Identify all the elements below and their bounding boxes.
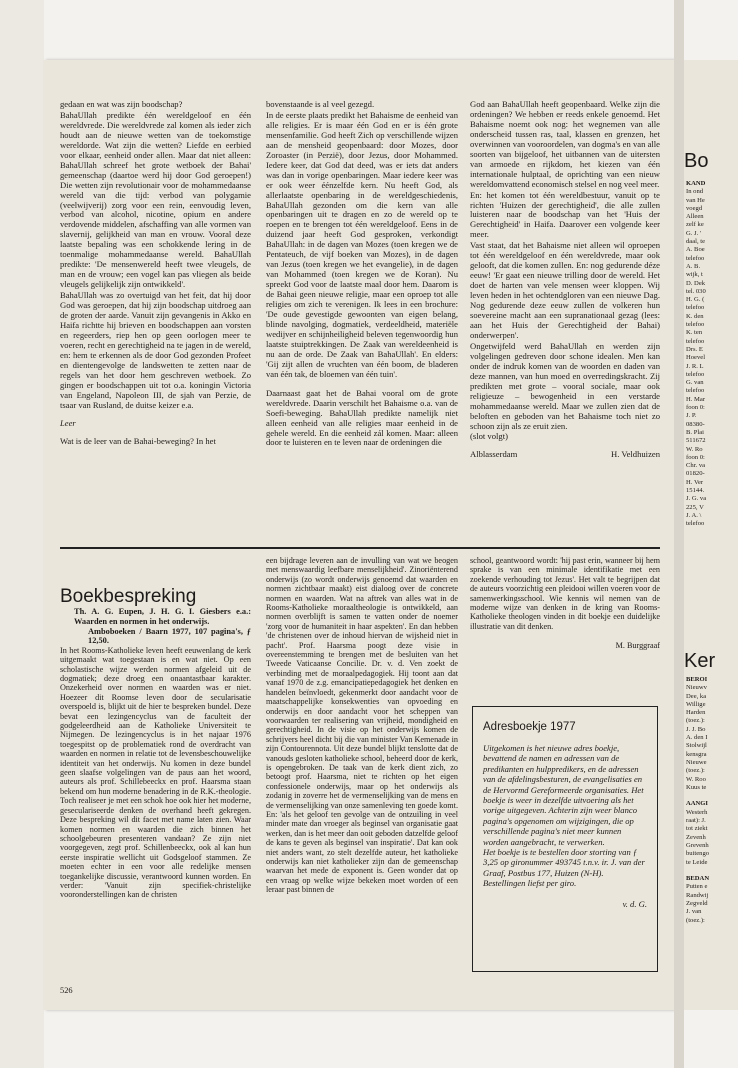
paragraph: een bijdrage leveren aan de invulling van wat we beogen met menswaardig leefbare menselijkheid'. Zinoriënterend onderwijs (zo wordt onderwijs genoemd dat waarden en normen zichtbaar maakt) eist dialoog over de concrete normen en waarden. Wat na aftrek van alles wat in de Rooms-Katholieke moraaltheologie is ontwikkeld, aan normen overblijft is samen te vatten onder de noemer 'zorg voor de humaniteit in haar aspekten'. En dan hebben 'de christenen over de inhoud hiervan de wijsheid niet in pacht'. Prof. Haarsma poogt deze visie in overeenstemming te brengen met de besluiten van het Tweede Vaticaanse Concilie. Dr. v. d. Ven zoekt de verbinding met de moraalpedagogiek. Hij toont aan dat vanaf 1970 de z.g. emancipatiepedagogiek het denken en handelen beïnvloedt, gekenmerkt door aandacht voor de maatschappelijke konsekwenties van opvoeding en onderwijs en door aandacht voor het scheppen van voorwaarden ter realisering van vrijheid, mondigheid en gerechtigheid. In de visie op het onderwijs komen de schrijvers heel dicht bij die van minister Van Kemenade in zijn Contourennota. Uit deze bundel blijkt tenslotte dat de vanouds gesloten katholieke school, beheerd door de kerk, is opengebroken. De taak van de kerk dient zich, zo betoogt prof. Haarsma, niet te richten op het eigen confessionele onderwijs, maar op het onderwijs als zodanig in zoverre het de vermenselijking van de mens en de vermenselijking van onze samenleving ten goede komt. En: 'als het geloof ten gevolge van de ontzuiling in veel minder mate dan vroeger als beginsel van organisatie gaat werken, dan is het meer dan ooit geboden datzelfde geloof de kans te geven als beginsel van inspiratie'. Dat kan ook niet anders want, zo stelt dezelfde auteur, het katholieke onderwijs kan niet katholieker zijn dan de gemeenschap waarvan het mede de exponent is. Geen wonder dat op een vraag op welke wijze bekeken moet worden of een leraar past binnen de xyxy=(266,556,458,895)
section-divider xyxy=(60,547,660,549)
adjacent-line: 225, V xyxy=(686,503,704,511)
adjacent-line: J. P. xyxy=(686,412,697,420)
review-column-1 xyxy=(60,556,251,901)
adjacent-line: W. Ro xyxy=(686,445,703,453)
adjacent-line: A. den I xyxy=(686,734,708,742)
left-margin xyxy=(0,0,44,1068)
adjacent-line: foon 0: xyxy=(686,453,705,461)
adjacent-line: Willige xyxy=(686,700,706,708)
box-title: Adresboekje 1977 xyxy=(483,721,576,733)
adjacent-line: Dee, ka xyxy=(686,692,707,700)
adjacent-line: telefoo xyxy=(686,254,705,262)
adjacent-text-top xyxy=(686,180,706,528)
adjacent-line: raat): J. xyxy=(686,817,706,825)
adjacent-line: AANGI xyxy=(686,800,708,808)
adjacent-line: (toez.): xyxy=(686,767,705,775)
adjacent-line: wijk, t xyxy=(686,271,703,279)
adjacent-line: KAND xyxy=(686,180,706,187)
article-column-3 xyxy=(470,100,660,460)
adjacent-line: A. B. xyxy=(686,262,701,270)
adjacent-line: J. R. L xyxy=(686,362,704,370)
adjacent-line: Zevenh xyxy=(686,833,706,841)
adjacent-line: Alleen xyxy=(686,213,704,221)
adjacent-line: buitengo xyxy=(686,850,710,858)
adjacent-line: telefoo xyxy=(686,370,705,378)
adjacent-line: Grevenh xyxy=(686,841,709,849)
paragraph: God aan BahaUllah heeft geopenbaard. Welke zijn die ordeningen? We hebben er reeds enkele genoemd. Het Bahaisme noemt ook nog: het wegnemen van alle onderscheid tussen ras, taal, klassen en grenzen, het overwinnen van vooroordelen, van dogma's en van alle soorten van bijgeloof, het uitbannen van de uitersten van armoede en rijkdom, het kiezen van één internationale hulptaal, de oprichting van een nieuw wereldomvattend economisch stelsel en nog veel meer. xyxy=(470,99,660,189)
paragraph: Daarnaast gaat het de Bahai vooral om de grote wereldvrede. Daarin verschilt het Bahaisme o.a. van de Soefi-beweging. BahaUllah predikte namelijk niet alleen eenheid van alle religies maar eenheid in de gehele wereld. En die eenheid zál komen. Maar: alleen door te luisteren en te leven naar de ordeningen die xyxy=(266,387,458,448)
adjacent-line: kensgra xyxy=(686,750,707,758)
review-column-2 xyxy=(266,556,458,896)
magazine-page xyxy=(44,60,674,1010)
paragraph: En: het komen tot één wereldbestuur, vanuit op te richten 'Huizen der gerechtigheid', die alle zullen luisteren naar de boodschap van het 'Huis der Gerechtigheid' in Haifa. Daarover een volgende keer meer. xyxy=(470,189,660,240)
adjacent-line: Putten e xyxy=(686,883,708,891)
signature-place: Alblasserdam xyxy=(470,449,518,460)
signature-name: H. Veldhuizen xyxy=(610,449,660,460)
adjacent-line: BEROI xyxy=(686,676,708,683)
paragraph: gedaan en wat was zijn boodschap? xyxy=(60,99,183,109)
article-signature xyxy=(470,450,660,460)
paragraph: Wat is de leer van de Bahai-beweging? In het xyxy=(60,435,216,446)
paragraph: (slot volgt) xyxy=(470,431,508,442)
adjacent-line: telefoo xyxy=(686,337,705,345)
adjacent-line: Nieuwv xyxy=(686,684,707,692)
adjacent-line: D. Dek xyxy=(686,279,706,287)
adjacent-line: (toez.): xyxy=(686,916,705,924)
announcement-box xyxy=(472,706,658,972)
adjacent-line: A. Boe xyxy=(686,246,705,254)
paragraph: In de eerste plaats predikt het Bahaisme de eenheid van alle religies. Er is maar één God en er is één grote mensenfamilie. God heeft Zich op verschillende wijzen aan de mensheid geopenbaard: door Mozes, door Zoroaster (in Perzië), door Jezus, door Mohammed. Iedere keer, dat God dat deed, was er iets dat anders was dan in vorige openbaringen. Maar iedere keer was er ook weer éénzelfde kern. Nu heeft God, als allerlaatste openbaring in de wereldgeschiedenis, BahaUllah gezonden om die kern van alle openbaringen uit te dragen en zo de wereld op te roepen en te brengen tot één wereldgeloof. Eens in de duizend jaar heeft God gesproken, verkondigt BahaUllah: in de dagen van Mozes (toen kregen we de Pentateuch, de vijf boeken van Mozes), in de dagen van Jezus (toen kregen we het evangelie), in de dagen van Mohammed (toen kregen we de Koran). Nu spreekt God voor de laatste maal door hem. Daarom is de Bahai geen nieuwe religie, maar een oproep tot alle religies om zich te verenigen. Ik lees in een brochure: 'De oude gevestigde gewoonten van eigen belang, blinde navolging, dogmatiek, verdeeldheid, materiële wedijver en schijnheiligheid beleven tegenwoordig hun laatste stuiptrekkingen. De Zaak van wereldeenheid is nu aan de orde. De Zaak van BahaUllah'. En elders: 'Gij zijt allen de vruchten van één boom, de bladeren van één tak, de bloemen van één tuin'. xyxy=(266,109,458,379)
adjacent-line: J. J. Bo xyxy=(686,725,706,733)
adjacent-line: K. den xyxy=(686,312,704,320)
adjacent-line: Kuus te xyxy=(686,783,707,791)
paragraph: Vast staat, dat het Bahaisme niet alleen wil oproepen tot één wereldgeloof en één wereldvrede, maar ook gelooft, dat die komen zullen. En: nog gedurende déze eeuw! 'Er gaat een nieuwe trilling door de wereld. Het doet de harten van vele mensen weer kloppen. Wij leven heden in het ochtendgloren van een nieuwe Dag. Nog gedurende deze eeuw zullen de volkeren hun soevereine macht aan een supranationaal gezag (lees: aan het Huis der Gerechtigheid der Bahai) onderwerpen'. xyxy=(470,240,660,340)
adjacent-line: B. Plai xyxy=(686,428,704,436)
page-gutter xyxy=(674,0,684,1068)
adjacent-line: tel. 030 xyxy=(686,287,706,295)
article-column-2 xyxy=(266,100,458,449)
review-bibliography xyxy=(60,607,251,645)
adjacent-line: W. Roo xyxy=(686,775,706,783)
adjacent-heading-bottom: Ker xyxy=(684,650,716,672)
adjacent-line xyxy=(686,792,709,800)
adjacent-line: van He xyxy=(686,196,705,204)
adjacent-line: te Leide xyxy=(686,858,708,866)
review-publisher: Amboboeken / Baarn 1977, 107 pagina's, ƒ 12,50. xyxy=(88,626,251,646)
paragraph: Bestellingen liefst per giro. xyxy=(483,878,577,889)
adjacent-line: Nieuwe xyxy=(686,758,707,766)
adjacent-line: voegd xyxy=(686,204,703,212)
adjacent-line: BEDAN xyxy=(686,875,710,883)
paragraph: school, geantwoord wordt: 'hij past erin, wanneer bij hem sprake is van een minimale identifikatie met een zoekende verhouding tot Jezus'. Het valt te begrijpen dat de auteurs voorzichtig een pleidooi willen voeren voor de samenwerkingsschool. Wie kennis wil nemen van de moderne wijze van denken in de kring van Rooms-Katholieke theologen vinden in dit boekje een duidelijke illustratie van dit denken. xyxy=(470,556,660,631)
adjacent-line: K. ten xyxy=(686,329,703,337)
review-column-3 xyxy=(470,556,660,652)
adjacent-line: telefoo xyxy=(686,304,705,312)
adjacent-page xyxy=(684,60,738,1010)
adjacent-line: telefoo xyxy=(686,520,705,528)
page-number: 526 xyxy=(60,986,73,995)
adjacent-line: 08380- xyxy=(686,420,705,428)
adjacent-line: J. van xyxy=(686,908,702,916)
adjacent-line: tot ziekt xyxy=(686,825,708,833)
adjacent-line: Randwij xyxy=(686,891,709,899)
adjacent-line: H. G. ( xyxy=(686,296,705,304)
paragraph: Uitgekomen is het nieuwe adres boekje, bevattend de namen en adressen van de predikanten en hulppredikers, en de adressen van de afdelingsbesturen, de evangelisaties en de Hervormd Gereformeerde organisaties. Het boekje is weer in dezelfde uitvoering als het vorige uitgegeven. Achterin zijn weer blanco pagina's opgenomen om wijzigingen, die op verschillende pagina's niet meer kunnen worden aangebracht, te verwerken. xyxy=(483,743,644,847)
adjacent-line: telefoo xyxy=(686,387,705,395)
adjacent-line: 511672 xyxy=(686,437,706,445)
review-authors: Th. A. G. Eupen, J. H. G. I. Giesbers e.a.: Waarden en normen in het onderwijs. xyxy=(74,607,251,626)
article-column-1 xyxy=(60,100,251,447)
adjacent-line: telefoo xyxy=(686,321,705,329)
adjacent-line: 01820- xyxy=(686,470,705,478)
adjacent-line: J. A. \ xyxy=(686,511,702,519)
paragraph: BahaUllah was zo overtuigd van het feit, dat hij door God was geroepen, dat hij zijn boodschap uitdroeg aan de groten der aarde. Vanuit zijn gevangenis in Akko en Haifa richtte hij brieven en boodschappen aan vorsten en regeerders, riep hen op geen oorlogen meer te voeren, recht en gerechtigheid na te jagen in de wereld, en: hem te erkennen als de door God gezonden Profeet en dientengevolge de landswetten te zetten naar de regels van het door hem geschreven wetboek. Zo gingen er boodschappen uit tot o.a. koningin Victoria van Engeland, Napoleon III, de sjah van Perzie, de tsaar van Rusland, de duitse keizer e.a. xyxy=(60,290,251,410)
paragraph: Ongetwijfeld werd BahaUllah en werden zijn volgelingen gedreven door schone idealen. Men kan onder de indruk komen van de woorden en daden van deze mannen, van hun moed en overredingskracht. Zij predikten met grote – vooral sociale, maar ook religieuze – bewogenheid in een verstarde mohammedaanse wereld. Maar we zullen zien dat de beloften en geboden van het Bahaisme toch niet zo schoon zijn als ze eruit zien. xyxy=(470,340,660,431)
adjacent-line: In ond xyxy=(686,188,704,196)
adjacent-line: Westerh xyxy=(686,808,708,816)
adjacent-line: H. Ver xyxy=(686,478,704,486)
adjacent-line: Chr. va xyxy=(686,462,706,470)
adjacent-line: G. J. ' xyxy=(686,229,702,237)
adjacent-line: zelf ke xyxy=(686,221,704,229)
adjacent-line: G. van xyxy=(686,379,704,387)
box-signature: v. d. G. xyxy=(622,898,647,909)
review-heading: Boekbespreking xyxy=(60,586,197,607)
adjacent-line: daal, te xyxy=(686,238,706,246)
adjacent-line: Stolwijl xyxy=(686,742,707,750)
paragraph: In het Rooms-Katholieke leven heeft eeuwenlang de kerk uitgemaakt wat toegestaan is en wat niet. Op een scholastische wijze werden normen afgeleid uit de dogmatiek; deze droeg een onaantastbaar karakter. Onzekerheid over normen en waarden was er niet. Hoezeer dit Roomse leven door de secularisatie overspoeld is, blijkt uit de hier te bespreken bundel. Deze bevat een lezingencyclus van de faculteit der godgeleerdheid aan de Katholieke Universiteit te Nijmegen. De lezingencyclus is in het najaar 1976 toegespitst op de problematiek rond de overdracht van waarden en normen in relatie tot de levensbeschouwelijke identiteit van het onderwijs. Nu komen in deze bundel geen slaafse volgelingen van de paus aan het woord, auteurs als prof. Schillebeeckx en prof. Haarsma staan bekend om hun moderne benadering in de R.K.-theologie. Toch realiseer je met een schok hoe ook hier het moderne, geseculariseerde denken de overhand heeft gekregen. Deze bespreking wil dit facet met name laten zien. Waar komen normen en waarden die zich binnen het schoolgebeuren presenteren vandaan? Ze zijn niet voorgegeven, zegt prof. Schillenbeeckx, ook al kan hun eerste inspiratie wellicht uit Godsgeloof stammen. Ze moeten echter in een voor alle redelijke mensen toegankelijke discussie, verantwoord kunnen worden. En verder: 'Vanuit zijn specifiek-christelijke vooronderstellingen kan de christen xyxy=(60,645,251,900)
adjacent-line: Zegveld xyxy=(686,900,708,908)
adjacent-line: (toez.): xyxy=(686,717,705,725)
adjacent-text-bottom xyxy=(686,676,709,925)
review-signature: M. Burggraaf xyxy=(615,641,660,651)
adjacent-line: Hoevel xyxy=(686,354,706,362)
adjacent-line: H. Mar xyxy=(686,395,706,403)
adjacent-heading-top: Bo xyxy=(684,150,709,172)
paragraph: bovenstaande is al veel gezegd. xyxy=(266,99,375,109)
adjacent-line: Drs. E xyxy=(686,345,703,353)
paragraph: Het boekje is te bestellen door storting van ƒ 3,25 op gironummer 493745 t.n.v. ir. J. van der Graaf, Postbus 177, Huizen (N-H). xyxy=(483,847,645,878)
adjacent-line: J. G. va xyxy=(686,495,707,503)
adjacent-line: foon 0: xyxy=(686,404,705,412)
paragraph: BahaUllah predikte één wereldgeloof en één wereldvrede. Die wereldvrede zal komen als ieder zich houdt aan de nieuwe wetten van de toekomstige wereldorde. Wat zijn die wetten? Liefde en eerbied voor elkaar, eenheid onder allen. Maar dat niet alleen: BahaUllah schreef het grote wetboek der Bahai' gemeenschap (daartoe werd hij door God geroepen!) Die wetten zijn revolutionair voor de mohammedaanse wereld van die tijd: verbod van polygamie (veelwijverij) zorg voor een rein, eenvoudig leven, verbod van alcohol, nicotine, opium en andere verdovende middelen, afschaffing van alle vormen van slavernij, gelijkheid van man en vrouw. Vooral deze laatste bepaling was een schokkende lering in de toenmalige mohammedaanse wereld. BahaUllah predikte: 'De mensenwereld heeft twee vleugels, de man en de vrouw; een vogel kan pas vliegen als beide vleugels gelijkelijk zijn ontwikkeld'. xyxy=(60,109,251,290)
subheading-leer: Leer xyxy=(60,417,76,428)
adjacent-line xyxy=(686,867,709,875)
adjacent-line: Harden xyxy=(686,709,706,717)
adjacent-line: 15144. xyxy=(686,486,705,494)
